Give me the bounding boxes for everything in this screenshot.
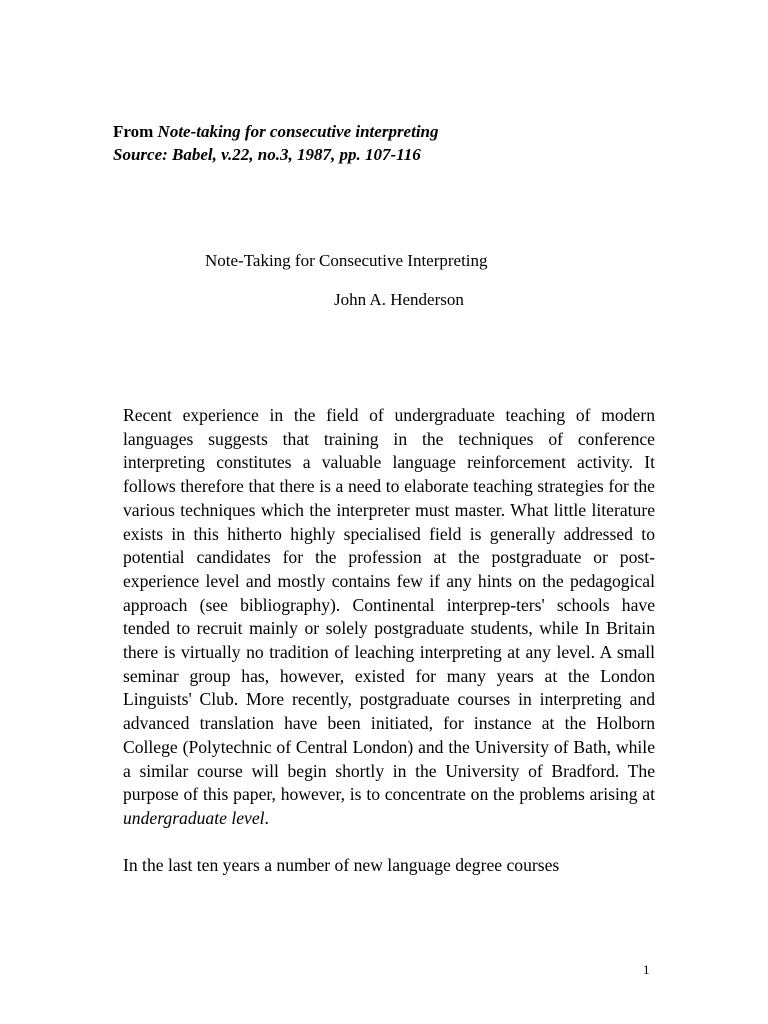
from-line [113, 120, 439, 143]
source-block [113, 120, 439, 166]
from-title: Note-taking for consecutive interpreting [157, 122, 439, 141]
source-citation: Source: Babel, v.22, no.3, 1987, pp. 107-116 [113, 145, 421, 164]
page-number: 1 [643, 962, 650, 977]
paragraph-1 [123, 404, 655, 831]
from-prefix: From [113, 122, 158, 141]
article-author: John A. Henderson [334, 290, 464, 309]
article-body [123, 404, 655, 878]
paragraph-1-text: Recent experience in the field of undergraduate teaching of modern languages suggests that training in the techniques of conference interpreting constitutes a valuable language reinforcement activity. It follows therefore that there is a need to elaborate teaching strategies for the various techniques which the interpreter must master. What little literature exists in this hitherto highly specialised field is generally addressed to potential candidates for the profession at the postgraduate or post-experience level and mostly contains few if any hints on the pedagogical approach (see bibliography). Continental interprep-ters' schools have tended to recruit mainly or solely postgraduate students, while In Britain there is virtually no tradition of leaching interpreting at any level. A small seminar group has, however, existed for many years at the London Linguists' Club. More recently, postgraduate courses in interpreting and advanced translation have been initiated, for instance at the Holborn College (Polytechnic of Central London) and the University of Bath, while a similar course will begin shortly in the University of Bradford. The purpose of this paper, however, is to concentrate on the problems arising at [123, 405, 655, 805]
paragraph-1-emphasis: undergraduate level [123, 807, 265, 828]
source-line [113, 143, 439, 166]
article-title: Note-Taking for Consecutive Interpreting [205, 251, 488, 270]
paragraph-1-end: . [264, 807, 269, 828]
paragraph-2: In the last ten years a number of new language degree courses [123, 855, 560, 876]
